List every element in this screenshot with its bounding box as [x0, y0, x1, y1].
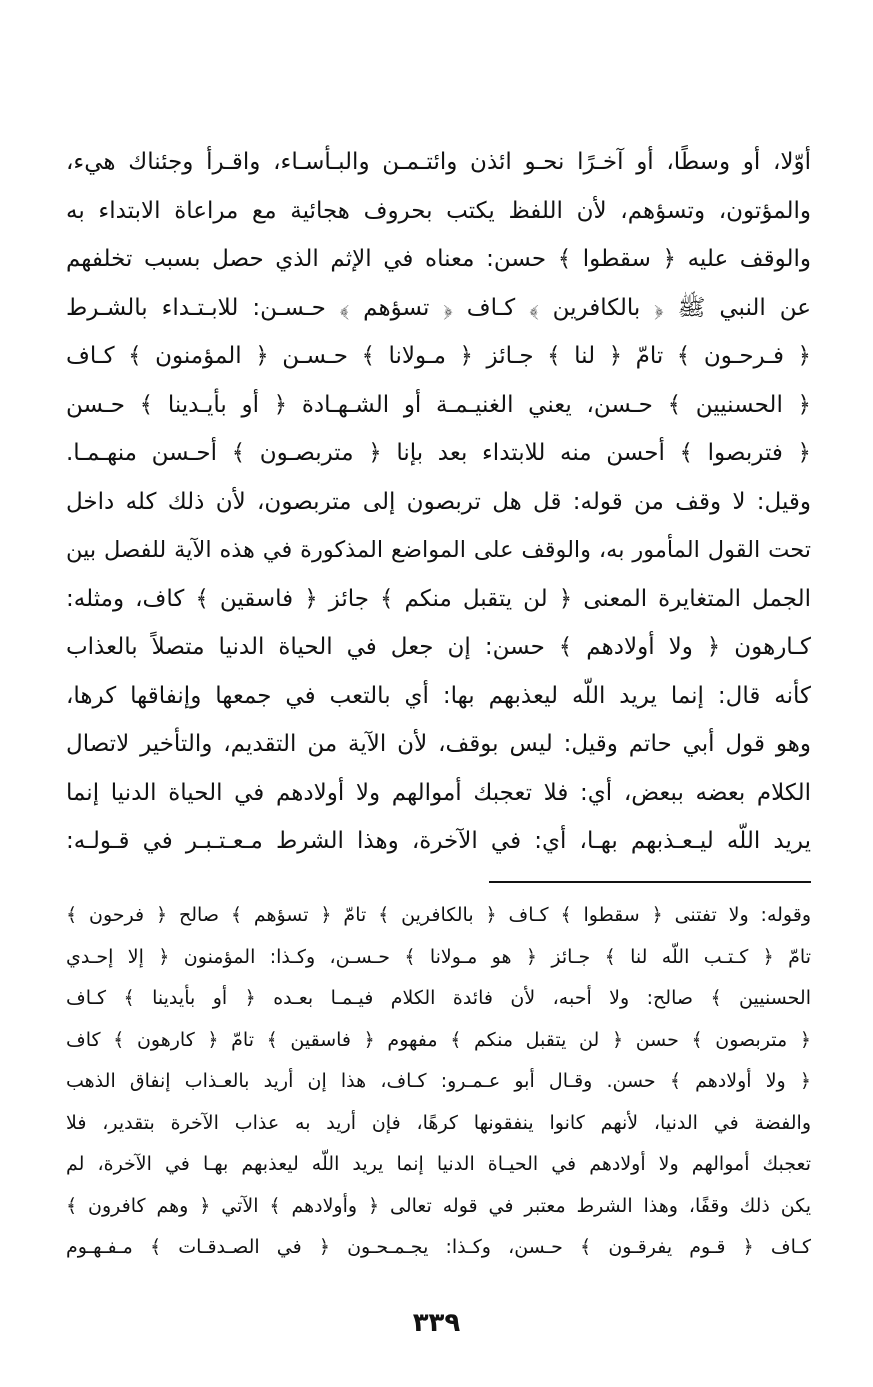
main-text-line: والمؤتون، وتسؤهم، لأن اللفظ يكتب بحروف هجائية مع مراعاة الابتداء به	[66, 197, 811, 224]
footnote-divider	[489, 881, 811, 883]
main-text-line: الجمل المتغايرة المعنى ﴿ لن يتقبل منكم ﴾ جائز ﴿ فاسقين ﴾ كاف، ومثله:	[66, 585, 811, 612]
main-text-body	[66, 138, 811, 866]
main-text-line: وهو قول أبي حاتم وقيل: ليس بوقف، لأن الآية من التقديم، والتأخير لاتصال	[66, 731, 811, 757]
page-number: ٣٣٩	[412, 1308, 461, 1338]
main-text-line: كـارهون ﴿ ولا أولادهم ﴾ حسن: إن جعل في الحياة الدنيا متصلاً بالعذاب	[66, 634, 811, 660]
main-text-line: عن النبي ﷺ ﴿ بالكافرين ﴾ كـاف ﴿ تسؤهم ﴾ حـسـن: للابـتـداء بالشـرط	[66, 294, 811, 321]
footnote-line: يكن ذلك وقفًا، وهذا الشرط معتبر في قوله تعالى ﴿ وأولادهم ﴾ الآتي ﴿ وهم كافرون ﴾	[66, 1194, 811, 1217]
footnote-line: كـاف ﴿ قـوم يفرقـون ﴾ حـسن، وكـذا: يجـمـحـون ﴿ في الصـدقـات ﴾ مـفـهـوم	[66, 1236, 811, 1258]
footnote-line: وقوله: ولا تفتنى ﴿ سقطوا ﴾ كـاف ﴿ بالكافرين ﴾ تامّ ﴿ تسؤهم ﴾ صالح ﴿ فرحون ﴾	[66, 904, 811, 926]
main-text-line: أوّلا، أو وسطًا، أو آخـرًا نحـو ائذن وائتـمـن والبـأسـاء، واقـرأ وجئناك هيء،	[66, 149, 811, 175]
main-text-line: ﴿ الحسنيين ﴾ حـسن، يعني الغنيـمـة أو الشـهـادة ﴿ أو بأيـدينا ﴾ حـسن	[66, 391, 811, 418]
main-text-line: الكلام بعضه ببعض، أي: فلا تعجبك أموالهم ولا أولادهم في الحياة الدنيا إنما	[66, 779, 811, 806]
footnote-line: تعجبك أموالهم ولا أولادهم في الحيـاة الدنيا إنما يريد اللّه ليعذبهم بهـا في الآخرة، لم	[66, 1153, 811, 1175]
main-text-line: يريد اللّه ليـعـذبهم بهـا، أي: في الآخرة، وهذا الشرط مـعـتـبـر في قـولـه:	[66, 828, 811, 854]
footnote-line: ﴿ متربصون ﴾ حسن ﴿ لن يتقبل منكم ﴾ مفهوم ﴿ فاسقين ﴾ تامّ ﴿ كارهون ﴾ كاف	[66, 1028, 811, 1051]
main-text-line: كأنه قال: إنما يريد اللّه ليعذبهم بها: أي بالتعب في جمعها وإنفاقها كرها،	[66, 682, 811, 709]
footnote-line: والفضة في الدنيا، لأنهم كانوا ينفقونها كرهًا، فإن أريد به عذاب الآخرة بتقدير، فلا	[66, 1111, 811, 1134]
footnote-line: ﴿ ولا أولادهم ﴾ حسن. وقـال أبو عـمـرو: كـاف، هذا إن أريد بالعـذاب إنفاق الذهب	[66, 1070, 811, 1092]
main-text-line: تحت القول المأمور به، والوقف على المواضع المذكورة في هذه الآية للفصل بين	[66, 537, 811, 563]
main-text-line: ﴿ فـرحـون ﴾ تامّ ﴿ لنا ﴾ جـائز ﴿ مـولانا ﴾ حـسـن ﴿ المؤمنون ﴾ كـاف	[66, 343, 811, 369]
footnotes-section	[66, 895, 811, 1269]
footnote-line: الحسنيين ﴾ صالح: ولا أحبه، لأن فائدة الكلام فيـمـا بعـده ﴿ أو بأيدينا ﴾ كـاف	[66, 987, 811, 1009]
main-text-line: والوقف عليه ﴿ سقطوا ﴾ حسن: معناه في الإثم الذي حصل بسبب تخلفهم	[66, 246, 811, 272]
main-text-line: ﴿ فتربصوا ﴾ أحسن منه للابتداء بعد بإنا ﴿ متربصـون ﴾ أحـسن منهـمـا.	[66, 440, 811, 466]
main-text-line: وقيل: لا وقف من قوله: قل هل تربصون إلى متربصون، لأن ذلك كله داخل	[66, 488, 811, 515]
footnote-line: تامّ ﴿ كـتـب اللّه لنا ﴾ جـائز ﴿ هو مـولانا ﴾ حـسـن، وكـذا: المؤمنون ﴿ إلا إحـدي	[66, 945, 811, 968]
